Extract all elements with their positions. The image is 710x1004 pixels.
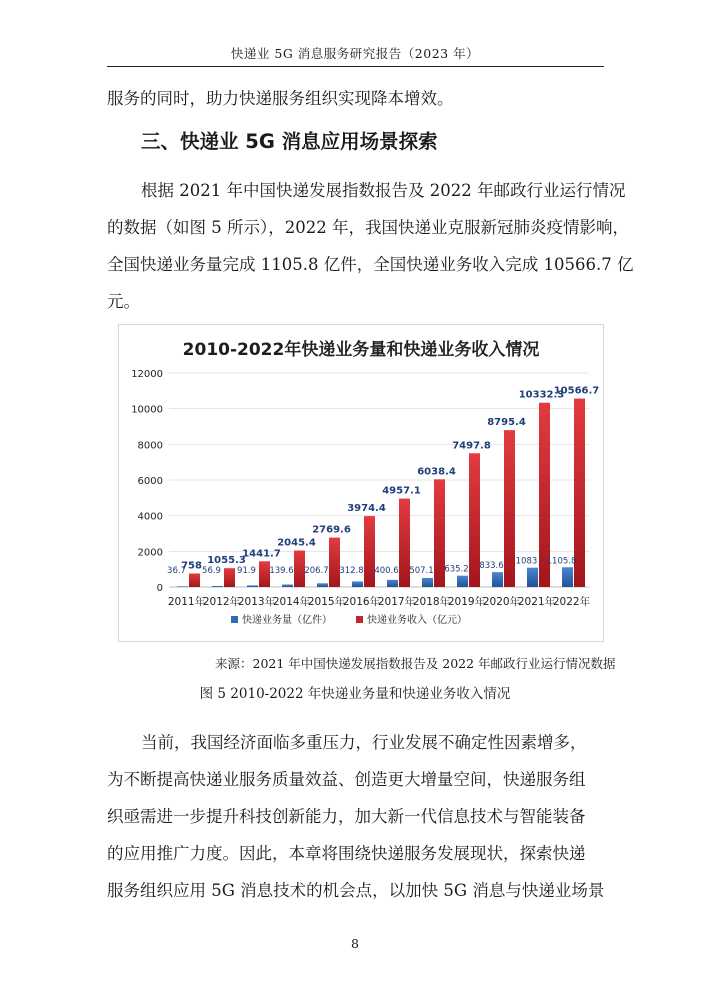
x-tick-label: 2017年 xyxy=(377,596,416,608)
volume-data-label: 1083 xyxy=(515,556,538,567)
paragraph-1-line-1: 根据 2021 年中国快递发展指数报告及 2022 年邮政行业运行情况 xyxy=(141,181,626,200)
running-header: 快递业 5G 消息服务研究报告（2023 年） xyxy=(230,46,480,61)
volume-bar xyxy=(492,572,503,587)
y-tick-label: 12000 xyxy=(131,369,163,380)
revenue-data-label: 1441.7 xyxy=(242,548,281,560)
revenue-bar xyxy=(364,516,375,587)
header-rule xyxy=(107,66,604,67)
y-tick-label: 6000 xyxy=(137,476,163,487)
volume-data-label: 312.8 xyxy=(339,566,364,576)
paragraph-1-line-4: 元。 xyxy=(107,292,140,311)
chart-plot xyxy=(119,325,603,641)
revenue-data-label: 10566.7 xyxy=(553,385,600,397)
revenue-bar xyxy=(504,430,515,587)
legend-label-revenue: 快递业务收入（亿元） xyxy=(367,615,467,626)
x-tick-label: 2019年 xyxy=(447,596,486,608)
x-tick-label: 2018年 xyxy=(412,596,451,608)
volume-bar xyxy=(457,576,468,587)
x-tick-label: 2021年 xyxy=(517,596,556,608)
x-tick-label: 2014年 xyxy=(272,596,311,608)
paragraph-2-line-3: 织亟需进一步提升科技创新能力，加大新一代信息技术与智能装备 xyxy=(107,807,586,826)
volume-data-label: 206.7 xyxy=(304,566,329,576)
volume-bar xyxy=(562,567,573,587)
revenue-data-label: 10332.3 xyxy=(518,389,565,401)
revenue-data-label: 758 xyxy=(181,560,202,572)
volume-data-label: 36.7 xyxy=(167,566,186,576)
legend-label-volume: 快递业务量（亿件） xyxy=(242,615,332,626)
x-tick-label: 2013年 xyxy=(237,596,276,608)
volume-data-label: 1105.8 xyxy=(546,556,577,567)
y-tick-label: 0 xyxy=(156,583,163,594)
x-tick-label: 2016年 xyxy=(342,596,381,608)
volume-data-label: 56.9 xyxy=(202,566,221,576)
x-tick-label: 2012年 xyxy=(202,596,241,608)
volume-bar xyxy=(527,568,538,587)
y-tick-label: 8000 xyxy=(137,440,163,452)
figure-caption: 图 5 2010-2022 年快递业务量和快递业务收入情况 xyxy=(199,686,511,702)
x-tick-label: 2022年 xyxy=(552,596,591,608)
revenue-data-label: 2769.6 xyxy=(312,524,351,536)
revenue-bar xyxy=(329,538,340,587)
paragraph-2-line-5: 服务组织应用 5G 消息技术的机会点，以加快 5G 消息与快递业场景 xyxy=(107,881,605,900)
revenue-bar xyxy=(189,573,200,587)
volume-bar xyxy=(387,580,398,587)
y-tick-label: 4000 xyxy=(137,511,163,523)
paragraph-1-line-2: 的数据（如图 5 所示），2022 年，我国快递业克服新冠肺炎疫情影响， xyxy=(107,218,629,237)
chart-title: 2010-2022年快递业务量和快递业务收入情况 xyxy=(182,340,540,360)
revenue-data-label: 3974.4 xyxy=(347,503,386,515)
revenue-data-label: 2045.4 xyxy=(277,537,316,549)
volume-data-label: 833.6 xyxy=(479,561,504,572)
y-tick-label: 2000 xyxy=(137,547,163,559)
volume-data-label: 139.6 xyxy=(269,566,294,576)
revenue-data-label: 1055.3 xyxy=(207,555,246,567)
volume-bar xyxy=(422,578,433,587)
page-number: 8 xyxy=(351,936,359,951)
revenue-bar xyxy=(224,568,235,587)
revenue-data-label: 8795.4 xyxy=(487,417,526,429)
volume-bar xyxy=(282,585,293,587)
volume-bar xyxy=(352,581,363,587)
volume-data-label: 635.2 xyxy=(444,564,469,575)
volume-bar xyxy=(317,583,328,587)
volume-bar xyxy=(177,586,188,587)
section-heading: 三、快递业 5G 消息应用场景探索 xyxy=(141,130,438,153)
volume-data-label: 91.9 xyxy=(237,566,256,576)
volume-data-label: 400.6 xyxy=(374,566,399,576)
revenue-data-label: 6038.4 xyxy=(417,466,456,478)
revenue-data-label: 7497.8 xyxy=(452,440,491,452)
y-tick-label: 10000 xyxy=(131,404,163,416)
volume-data-label: 507.1 xyxy=(409,566,434,576)
volume-bar xyxy=(247,585,258,587)
legend-swatch-revenue xyxy=(356,616,363,623)
volume-bar xyxy=(212,586,223,587)
paragraph-2-line-1: 当前，我国经济面临多重压力，行业发展不确定性因素增多， xyxy=(141,733,587,752)
legend-swatch-volume xyxy=(231,616,238,623)
intro-line: 服务的同时，助力快递服务组织实现降本增效。 xyxy=(107,89,454,108)
figure-5-chart xyxy=(118,324,604,642)
x-tick-label: 2015年 xyxy=(307,596,346,608)
x-tick-label: 2020年 xyxy=(482,596,521,608)
x-tick-label: 2011年 xyxy=(167,596,206,608)
revenue-data-label: 4957.1 xyxy=(382,485,421,497)
paragraph-2-line-4: 的应用推广力度。因此，本章将围绕快递服务发展现状，探索快递 xyxy=(107,844,586,863)
paragraph-2-line-2: 为不断提高快递业服务质量效益、创造更大增量空间，快递服务组 xyxy=(107,770,586,789)
chart-source-caption: 来源：2021 年中国快递发展指数报告及 2022 年邮政行业运行情况数据 xyxy=(215,656,616,671)
paragraph-1-line-3: 全国快递业务量完成 1105.8 亿件，全国快递业务收入完成 10566.7 亿 xyxy=(107,255,634,274)
